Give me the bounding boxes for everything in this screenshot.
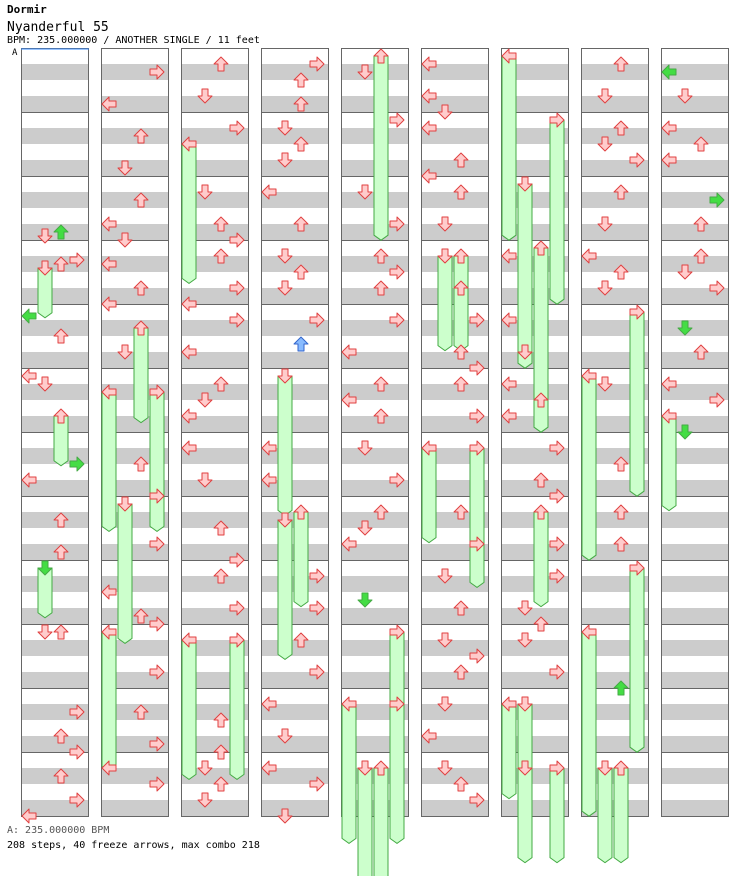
freeze-arrow-body: [438, 256, 452, 351]
measure-stripe: [421, 704, 489, 720]
artist-name: Dormir: [7, 3, 47, 16]
measure-stripe: [181, 96, 249, 112]
measure-stripe: [21, 576, 89, 592]
measure-stripe: [341, 288, 409, 304]
measure-stripe: [261, 352, 329, 368]
measure-stripe: [341, 608, 409, 624]
measure-stripe: [21, 288, 89, 304]
measure-stripe: [661, 672, 729, 688]
freeze-arrow-body: [630, 568, 644, 752]
chart-info: BPM: 235.000000 / ANOTHER SINGLE / 11 feet: [7, 35, 260, 46]
freeze-arrow-body: [582, 376, 596, 560]
measure-stripe: [341, 512, 409, 528]
measure-stripe: [261, 160, 329, 176]
song-title: Nyanderful 55: [7, 20, 109, 35]
arrow-up-icon: [54, 625, 68, 639]
measure-stripe: [421, 608, 489, 624]
chart-stats: 208 steps, 40 freeze arrows, max combo 218: [7, 840, 260, 851]
freeze-arrow-body: [454, 256, 468, 351]
arrow-down-icon: [38, 625, 52, 639]
freeze-arrow-body: [342, 704, 356, 843]
measure-stripe: [581, 64, 649, 80]
measure-stripe: [581, 96, 649, 112]
freeze-arrow-body: [422, 448, 436, 543]
measure-stripe: [261, 288, 329, 304]
measure-stripe: [661, 96, 729, 112]
measure-stripe: [661, 256, 729, 272]
measure-stripe: [661, 224, 729, 240]
measure-stripe: [261, 384, 329, 400]
measure-stripe: [581, 192, 649, 208]
measure-stripe: [181, 576, 249, 592]
measure-stripe: [21, 352, 89, 368]
arrow-right-icon: [390, 113, 404, 127]
freeze-arrow-body: [358, 768, 372, 876]
measure-stripe: [181, 480, 249, 496]
measure-stripe: [181, 512, 249, 528]
freeze-arrow-body: [374, 56, 388, 240]
measure-stripe: [421, 768, 489, 784]
measure-stripe: [661, 608, 729, 624]
measure-stripe: [261, 800, 329, 816]
freeze-arrow-body: [534, 512, 548, 607]
measure-stripe: [261, 416, 329, 432]
freeze-arrow-body: [390, 704, 404, 843]
freeze-arrow-body: [230, 640, 244, 779]
measure-stripe: [181, 64, 249, 80]
arrow-left-icon: [22, 369, 36, 383]
measure-stripe: [421, 384, 489, 400]
freeze-arrow-body: [598, 768, 612, 863]
measure-stripe: [21, 64, 89, 80]
freeze-arrow-body: [102, 632, 116, 771]
measure-stripe: [421, 192, 489, 208]
measure-stripe: [21, 640, 89, 656]
freeze-arrow-body: [502, 56, 516, 240]
bpm-legend: A: 235.000000 BPM: [7, 825, 110, 836]
measure-stripe: [661, 768, 729, 784]
measure-stripe: [661, 320, 729, 336]
measure-stripe: [21, 192, 89, 208]
measure-stripe: [261, 736, 329, 752]
measure-stripe: [21, 672, 89, 688]
freeze-arrow-body: [582, 632, 596, 816]
measure-stripe: [181, 800, 249, 816]
freeze-arrow-body: [182, 640, 196, 779]
measure-stripe: [661, 544, 729, 560]
measure-stripe: [661, 736, 729, 752]
measure-stripe: [101, 160, 169, 176]
measure-stripe: [21, 384, 89, 400]
freeze-arrow-body: [518, 768, 532, 863]
measure-stripe: [661, 704, 729, 720]
measure-stripe: [261, 224, 329, 240]
freeze-arrow-body: [374, 768, 388, 876]
freeze-arrow-body: [278, 520, 292, 659]
measure-stripe: [661, 640, 729, 656]
measure-stripe: [21, 320, 89, 336]
freeze-arrow-body: [614, 768, 628, 863]
measure-stripe: [261, 128, 329, 144]
freeze-arrow-body: [118, 504, 132, 643]
measure-stripe: [261, 256, 329, 272]
measure-stripe: [101, 800, 169, 816]
measure-stripe: [21, 608, 89, 624]
measure-stripe: [661, 576, 729, 592]
measure-stripe: [501, 608, 569, 624]
arrow-up-icon: [294, 337, 308, 351]
bpm-marker: A: [12, 48, 18, 58]
measure-stripe: [341, 416, 409, 432]
measure-stripe: [501, 640, 569, 656]
measure-stripe: [341, 576, 409, 592]
freeze-arrow-body: [630, 312, 644, 496]
measure-stripe: [421, 224, 489, 240]
measure-stripe: [421, 672, 489, 688]
freeze-arrow-body: [102, 392, 116, 531]
freeze-arrow-body: [550, 768, 564, 863]
measure-stripe: [661, 800, 729, 816]
measure-stripe: [341, 448, 409, 464]
freeze-arrow-body: [662, 416, 676, 511]
measure-stripe: [21, 96, 89, 112]
measure-stripe: [261, 640, 329, 656]
measure-stripe: [181, 384, 249, 400]
measure-stripe: [581, 128, 649, 144]
freeze-arrow-body: [182, 144, 196, 283]
freeze-arrow-body: [518, 184, 532, 368]
freeze-arrow-body: [134, 328, 148, 423]
freeze-arrow-body: [550, 120, 564, 304]
measure-stripe: [581, 288, 649, 304]
freeze-arrow-body: [294, 512, 308, 607]
freeze-arrow-body: [470, 448, 484, 587]
measure-stripe: [21, 160, 89, 176]
measure-stripe: [581, 224, 649, 240]
measure-stripe: [661, 512, 729, 528]
freeze-arrow-body: [502, 704, 516, 799]
freeze-arrow-body: [278, 376, 292, 515]
arrow-down-icon: [358, 593, 372, 607]
freeze-arrow-body: [150, 392, 164, 531]
measure-stripe: [661, 352, 729, 368]
measure-stripe: [21, 128, 89, 144]
